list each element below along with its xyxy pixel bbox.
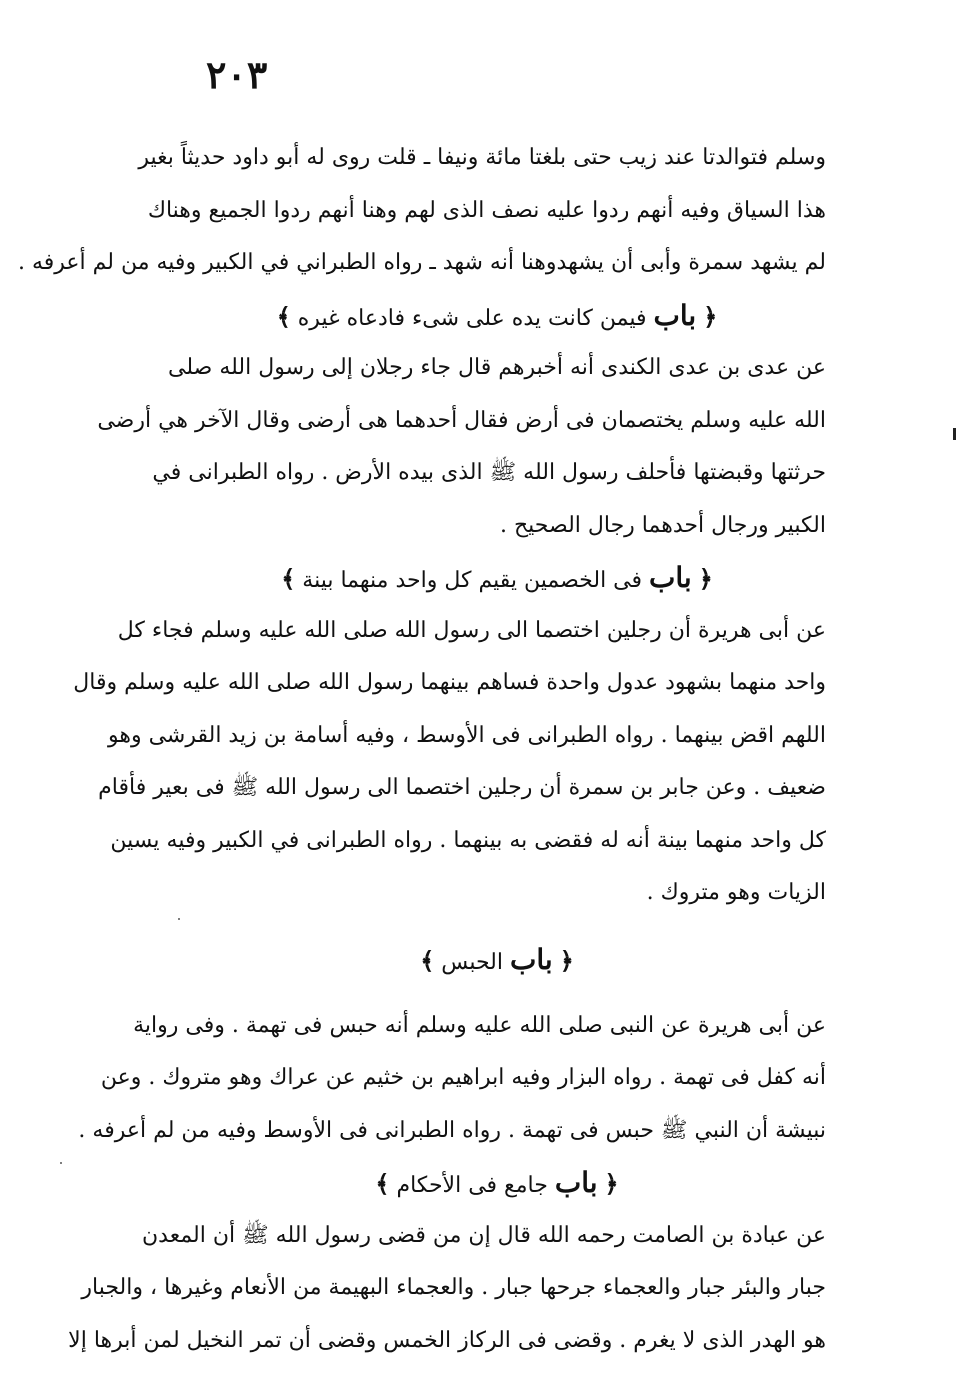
section-bab-label: باب xyxy=(510,942,553,976)
text-line: هو الهدر الذى لا يغرم . وقضى فى الركاز الخمس وقضى أن تمر النخيل لمن أبرها إلا xyxy=(68,1327,826,1353)
text-line: جبار والبئر جبار والعجماء جرحها جبار . والعجماء البهيمة من الأنعام وغيرها ، والجبار xyxy=(81,1275,826,1300)
text-line: الزيات وهو متروك . xyxy=(646,880,826,905)
section-heading: ﴿ باب فيمن كانت يده على شىء فادعاه غيره ﴾ xyxy=(276,298,718,332)
section-heading: ﴿ باب الحبس ﴾ xyxy=(420,942,574,976)
section-title: فى الخصمين يقيم كل واحد منهما بينة xyxy=(302,568,643,593)
text-line: عن أبى هريرة أن رجلين اختصما الى رسول الله صلى الله عليه وسلم فجاء كل xyxy=(117,617,826,643)
text-line: عن أبى هريرة عن النبى صلى الله عليه وسلم أنه حبس فى تهمة . وفى رواية xyxy=(133,1012,826,1038)
text-line: حرثتها وقبضتها فأحلف رسول الله ﷺ الذى بيده الأرض . رواه الطبرانى في xyxy=(152,460,826,485)
text-line: الكبير ورجال أحدهما رجال الصحيح . xyxy=(499,512,826,538)
section-title: جامع فى الأحكام xyxy=(396,1173,548,1198)
page-text xyxy=(17,132,826,1367)
text-line: هذا السياق وفيه أنهم ردوا عليه نصف الذى لهم وهنا أنهم ردوا الجميع وهناك xyxy=(147,197,826,223)
text-line: الله عليه وسلم يختصمان فى أرض فقال أحدهما هى أرضى وقال الآخر هي أرضى xyxy=(97,407,826,433)
margin-mark xyxy=(953,428,956,440)
text-line: ضعيف . وعن جابر بن سمرة أن رجلين اختصما الى رسول الله ﷺ فى بعير فأقام xyxy=(98,775,826,800)
text-line: أنه كفل فى تهمة . رواه البزار وفيه ابراهيم بن خثيم عن عراك وهو متروك . وعن xyxy=(100,1065,826,1090)
text-line: وسلم فتوالدتا عند زيب حتى بلغتا مائة ونيفا ـ قلت روى له أبو داود حديثاً بغير xyxy=(138,145,826,170)
text-line: عن عبادة بن الصامت رحمه الله قال إن من قضى رسول الله ﷺ أن المعدن xyxy=(142,1222,826,1248)
scan-speck xyxy=(178,918,180,920)
text-line: واحد منهما بشهود عدول واحدة فساهم بينهما رسول الله صلى الله عليه وسلم وقال xyxy=(73,670,826,695)
scan-speck xyxy=(60,1162,62,1164)
section-bab-label: باب xyxy=(554,1166,598,1199)
page-number: ٢٠٣ xyxy=(206,52,268,97)
text-line: نبيشة أن النبي ﷺ حبس فى تهمة . رواه الطبرانى فى الأوسط وفيه من لم أعرفه . xyxy=(78,1117,826,1143)
section-heading: ﴿ باب فى الخصمين يقيم كل واحد منهما بينة ﴾ xyxy=(281,561,713,594)
text-line: كل واحد منهما بينة أنه له فقضى به بينهما . رواه الطبرانى في الكبير وفيه يس‍ين xyxy=(110,827,826,853)
section-bab-label: باب xyxy=(649,561,692,594)
text-line: عن عدى بن عدى الكندى أنه أخبرهم قال جاء رجلان إلى رسول الله صلى xyxy=(168,355,826,380)
section-title: فيمن كانت يده على شىء فادعاه غيره xyxy=(297,305,647,331)
text-line: اللهم اقض بينهما . رواه الطبرانى فى الأوسط ، وفيه أسامة بن زيد القرشى وهو xyxy=(108,722,826,748)
section-bab-label: باب xyxy=(653,298,697,332)
section-title: الحبس xyxy=(441,949,503,975)
text-line: لم يشهد سمرة وأبى أن يشهدوهنا أنه شهد ـ رواه الطبراني في الكبير وفيه من لم أعرفه . xyxy=(17,250,826,275)
section-heading: ﴿ باب جامع فى الأحكام ﴾ xyxy=(375,1166,619,1199)
